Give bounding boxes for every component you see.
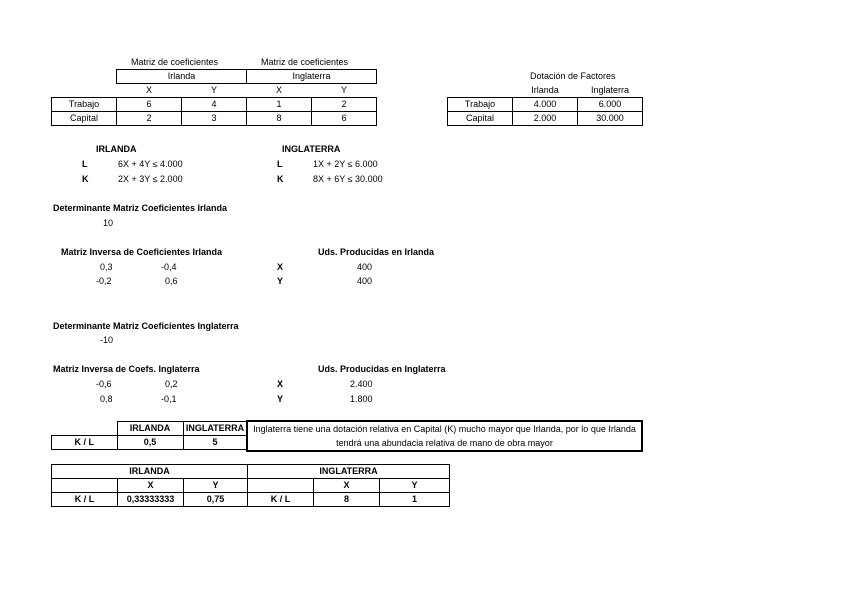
restriccion-label: K (82, 174, 89, 184)
table-cell: 0,5 (117, 436, 183, 450)
coef-col-y: Y (340, 85, 347, 95)
kl-header-row (52, 422, 248, 436)
kl-detail-col-x: X (118, 479, 184, 493)
kl-detail-col-y: Y (184, 479, 248, 493)
det-inglaterra-value: -10 (100, 335, 114, 345)
matrix-cell: 0,3 (100, 262, 113, 272)
table-cell: 1 (380, 493, 450, 507)
table-cell: 3 (182, 112, 247, 126)
coef-title-irlanda: Matriz de coeficientes (131, 57, 219, 67)
prod-label: Y (277, 394, 284, 404)
coef-col-y: Y (210, 85, 217, 95)
kl-detail-header-irlanda: IRLANDA (52, 465, 248, 479)
dotacion-table (447, 84, 643, 126)
prod-label: Y (277, 276, 284, 286)
matrix-cell: 0,2 (165, 379, 178, 389)
matrix-cell: -0,2 (96, 276, 112, 286)
row-label: Capital (52, 112, 117, 126)
dotacion-col-irlanda: Irlanda (531, 85, 559, 95)
prod-inglaterra-title: Uds. Producidas en Inglaterra (318, 364, 446, 374)
matrix-cell: -0,6 (96, 379, 112, 389)
table-cell: 0,75 (184, 493, 248, 507)
table-row (448, 112, 643, 126)
table-row (448, 98, 643, 112)
table-cell: 8 (247, 112, 312, 126)
row-label: K / L (248, 493, 314, 507)
table-cell: 30.000 (578, 112, 643, 126)
restriccion-label: K (277, 174, 284, 184)
row-label: Capital (448, 112, 513, 126)
table-cell: 6.000 (578, 98, 643, 112)
dotacion-col-inglaterra: Inglaterra (590, 85, 630, 95)
kl-detail-col-x: X (314, 479, 380, 493)
restricciones-irlanda-title: IRLANDA (96, 144, 137, 154)
dotacion-col-header-row (448, 84, 643, 98)
restriccion-label: L (277, 159, 283, 169)
matrix-cell: -0,4 (161, 262, 177, 272)
inv-irlanda-title: Matriz Inversa de Coeficientes Irlanda (61, 247, 223, 257)
det-irlanda-value: 10 (103, 218, 114, 228)
coef-col-x: X (275, 85, 282, 95)
prod-value: 2.400 (350, 379, 373, 389)
table-cell: 4.000 (513, 98, 578, 112)
table-cell: 6 (312, 112, 377, 126)
det-irlanda-label: Determinante Matriz Coeficientes Irlanda (53, 203, 228, 213)
table-cell: 4 (182, 98, 247, 112)
kl-header-inglaterra: INGLATERRA (183, 422, 247, 436)
table-cell: 5 (183, 436, 247, 450)
table-cell: 6 (117, 98, 182, 112)
kl-detail-header-row (52, 465, 450, 479)
inv-inglaterra-title: Matriz Inversa de Coefs. Inglaterra (53, 364, 200, 374)
table-row (52, 436, 248, 450)
prod-label: X (277, 262, 284, 272)
prod-irlanda-title: Uds. Producidas en Irlanda (318, 247, 435, 257)
table-row (52, 493, 450, 507)
table-cell: 2 (117, 112, 182, 126)
row-label: Trabajo (448, 98, 513, 112)
kl-detail-col-y: Y (380, 479, 450, 493)
table-cell: 8 (314, 493, 380, 507)
conclusion-note: Inglaterra tiene una dotación relativa en Capital (K) mucho mayor que Irlanda, por lo que Irlanda tendrá una abundacia relativa de mano de obra mayor (246, 420, 643, 452)
prod-value: 400 (357, 276, 373, 286)
prod-value: 400 (357, 262, 373, 272)
coef-col-x: X (145, 85, 152, 95)
det-inglaterra-label: Determinante Matriz Coeficientes Inglaterra (53, 321, 239, 331)
prod-value: 1.800 (350, 394, 373, 404)
table-row (52, 98, 377, 112)
restriccion-label: L (82, 159, 88, 169)
kl-detail-table (51, 464, 450, 507)
kl-detail-col-row (52, 479, 450, 493)
restriccion-eq: 6X + 4Y ≤ 4.000 (118, 159, 183, 169)
table-cell: 2 (312, 98, 377, 112)
matrix-cell: 0,8 (100, 394, 113, 404)
prod-label: X (277, 379, 284, 389)
restriccion-eq: 8X + 6Y ≤ 30.000 (313, 174, 383, 184)
table-cell: 0,33333333 (118, 493, 184, 507)
table-cell: 2.000 (513, 112, 578, 126)
coef-country-inglaterra: Inglaterra (246, 69, 377, 84)
row-label: Trabajo (52, 98, 117, 112)
restriccion-eq: 1X + 2Y ≤ 6.000 (313, 159, 378, 169)
kl-detail-header-inglaterra: INGLATERRA (248, 465, 450, 479)
coef-country-irlanda: Irlanda (116, 69, 247, 84)
coef-col-header-row (52, 84, 377, 98)
coef-table (51, 84, 377, 126)
matrix-cell: 0,6 (165, 276, 178, 286)
kl-header-irlanda: IRLANDA (117, 422, 183, 436)
restricciones-inglaterra-title: INGLATERRA (282, 144, 341, 154)
matrix-cell: -0,1 (161, 394, 177, 404)
coef-title-inglaterra: Matriz de coeficientes (261, 57, 349, 67)
kl-table (51, 421, 248, 450)
table-row (52, 112, 377, 126)
row-label: K / L (52, 436, 118, 450)
table-cell: 1 (247, 98, 312, 112)
row-label: K / L (52, 493, 118, 507)
restriccion-eq: 2X + 3Y ≤ 2.000 (118, 174, 183, 184)
dotacion-title: Dotación de Factores (530, 71, 616, 81)
